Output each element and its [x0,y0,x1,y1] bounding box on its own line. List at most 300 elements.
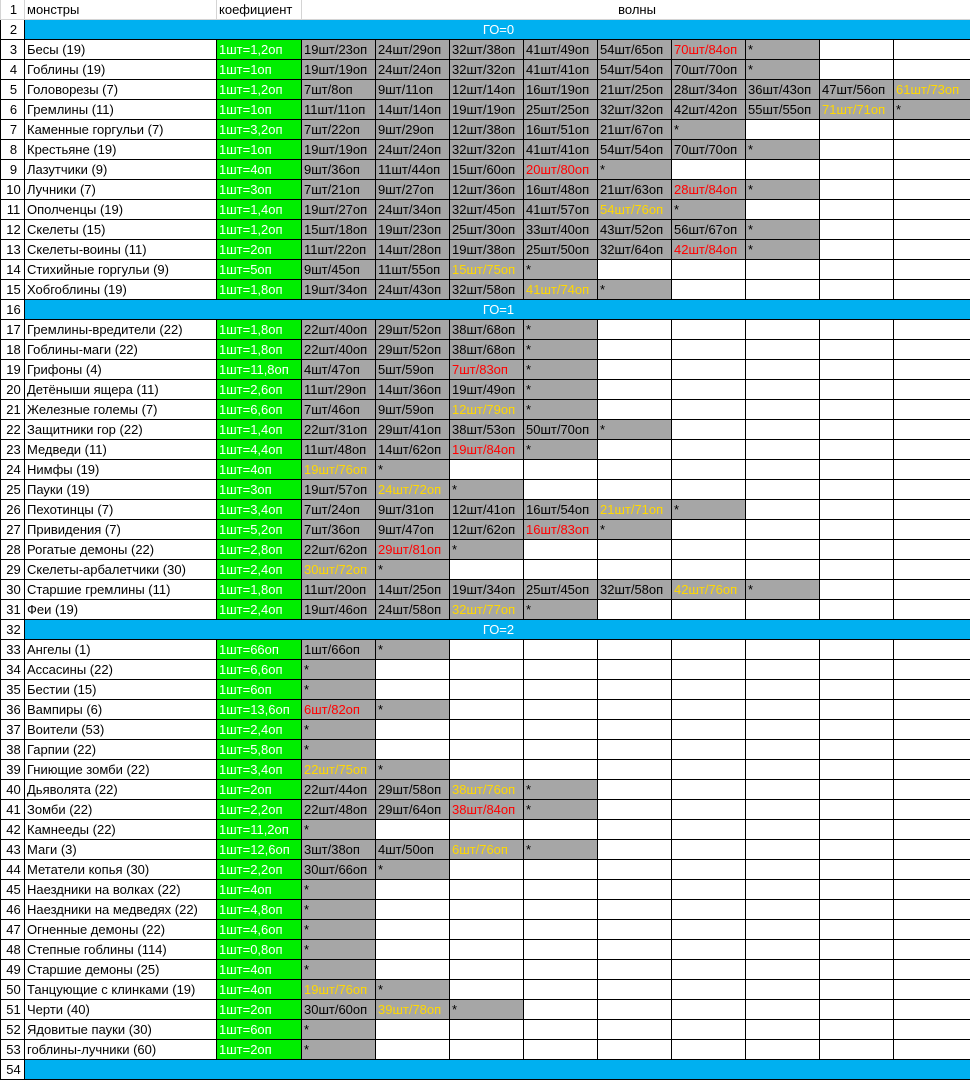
coefficient-cell[interactable]: 1шт=3оп [217,180,302,200]
empty-cell[interactable] [894,400,970,420]
wave-cell[interactable]: 11шт/29оп [302,380,376,400]
empty-cell[interactable] [598,1020,672,1040]
empty-cell[interactable] [894,540,970,560]
empty-cell[interactable] [820,560,894,580]
empty-cell[interactable] [894,120,970,140]
monster-name-cell[interactable]: Гремлины (11) [25,100,217,120]
empty-cell[interactable] [894,1000,970,1020]
wave-cell[interactable]: 70шт/70оп [672,140,746,160]
wave-cell[interactable]: 19шт/19оп [450,100,524,120]
row-number[interactable]: 34 [1,660,25,680]
wave-cell[interactable]: 9шт/29оп [376,120,450,140]
wave-cell[interactable]: 15шт/18оп [302,220,376,240]
empty-cell[interactable] [894,1040,970,1060]
empty-cell[interactable] [746,160,820,180]
coefficient-cell[interactable]: 1шт=6,6оп [217,660,302,680]
monster-name-cell[interactable]: Пехотинцы (7) [25,500,217,520]
wave-cell[interactable]: 19шт/46оп [302,600,376,620]
wave-cell[interactable]: 21шт/63оп [598,180,672,200]
wave-cell[interactable]: 28шт/84оп [672,180,746,200]
empty-cell[interactable] [894,200,970,220]
coefficient-cell[interactable]: 1шт=6оп [217,680,302,700]
row-number[interactable]: 16 [1,300,25,320]
wave-cell[interactable]: 21шт/71оп [598,500,672,520]
coefficient-cell[interactable]: 1шт=1оп [217,100,302,120]
empty-cell[interactable] [820,780,894,800]
empty-cell[interactable] [376,960,450,980]
wave-end-marker[interactable]: * [376,640,450,660]
wave-cell[interactable]: 21шт/67оп [598,120,672,140]
wave-cell[interactable]: 25шт/50оп [524,240,598,260]
wave-cell[interactable]: 14шт/62оп [376,440,450,460]
empty-cell[interactable] [524,1020,598,1040]
coefficient-cell[interactable]: 1шт=11,8оп [217,360,302,380]
empty-cell[interactable] [672,760,746,780]
empty-cell[interactable] [598,920,672,940]
monster-name-cell[interactable]: Зомби (22) [25,800,217,820]
wave-cell[interactable]: 24шт/72оп [376,480,450,500]
wave-cell[interactable]: 14шт/28оп [376,240,450,260]
wave-cell[interactable]: 22шт/75оп [302,760,376,780]
wave-end-marker[interactable]: * [746,140,820,160]
empty-cell[interactable] [524,900,598,920]
empty-cell[interactable] [672,840,746,860]
empty-cell[interactable] [450,680,524,700]
empty-cell[interactable] [894,480,970,500]
empty-cell[interactable] [820,1000,894,1020]
wave-cell[interactable]: 38шт/53оп [450,420,524,440]
monster-name-cell[interactable]: Гоблины-маги (22) [25,340,217,360]
coefficient-cell[interactable]: 1шт=2,4оп [217,720,302,740]
row-number[interactable]: 6 [1,100,25,120]
wave-cell[interactable]: 24шт/24оп [376,60,450,80]
wave-cell[interactable]: 22шт/31оп [302,420,376,440]
empty-cell[interactable] [746,560,820,580]
wave-cell[interactable]: 19шт/23оп [302,40,376,60]
wave-cell[interactable]: 6шт/76оп [450,840,524,860]
coefficient-cell[interactable]: 1шт=1,2оп [217,40,302,60]
empty-cell[interactable] [672,160,746,180]
empty-cell[interactable] [746,480,820,500]
wave-cell[interactable]: 9шт/59оп [376,400,450,420]
wave-cell[interactable]: 33шт/40оп [524,220,598,240]
row-number[interactable]: 20 [1,380,25,400]
empty-cell[interactable] [894,60,970,80]
row-number[interactable]: 48 [1,940,25,960]
wave-cell[interactable]: 42шт/76оп [672,580,746,600]
empty-cell[interactable] [598,940,672,960]
empty-cell[interactable] [450,880,524,900]
empty-cell[interactable] [820,760,894,780]
wave-end-marker[interactable]: * [302,660,376,680]
empty-cell[interactable] [746,760,820,780]
monster-name-cell[interactable]: Детёныши ящера (11) [25,380,217,400]
empty-cell[interactable] [524,940,598,960]
empty-cell[interactable] [746,260,820,280]
empty-cell[interactable] [894,320,970,340]
wave-cell[interactable]: 25шт/25оп [524,100,598,120]
wave-cell[interactable]: 30шт/66оп [302,860,376,880]
coefficient-cell[interactable]: 1шт=3,4оп [217,500,302,520]
monster-name-cell[interactable]: Камнееды (22) [25,820,217,840]
empty-cell[interactable] [376,900,450,920]
wave-end-marker[interactable]: * [524,360,598,380]
wave-cell[interactable]: 42шт/84оп [672,240,746,260]
wave-end-marker[interactable]: * [746,40,820,60]
empty-cell[interactable] [524,880,598,900]
wave-cell[interactable]: 32шт/58оп [450,280,524,300]
row-number[interactable]: 3 [1,40,25,60]
section-title[interactable] [25,1060,970,1080]
empty-cell[interactable] [820,920,894,940]
empty-cell[interactable] [450,700,524,720]
row-number[interactable]: 33 [1,640,25,660]
wave-cell[interactable]: 19шт/34оп [450,580,524,600]
coefficient-cell[interactable]: 1шт=3,2оп [217,120,302,140]
wave-cell[interactable]: 22шт/44оп [302,780,376,800]
empty-cell[interactable] [450,660,524,680]
wave-cell[interactable]: 9шт/47оп [376,520,450,540]
empty-cell[interactable] [820,600,894,620]
section-title[interactable]: ГО=1 [25,300,970,320]
wave-end-marker[interactable]: * [524,600,598,620]
empty-cell[interactable] [746,900,820,920]
row-number[interactable]: 26 [1,500,25,520]
empty-cell[interactable] [820,480,894,500]
row-number[interactable]: 21 [1,400,25,420]
coefficient-cell[interactable]: 1шт=66оп [217,640,302,660]
row-number[interactable]: 44 [1,860,25,880]
monster-name-cell[interactable]: Защитники гор (22) [25,420,217,440]
empty-cell[interactable] [746,980,820,1000]
monster-name-cell[interactable]: Лучники (7) [25,180,217,200]
empty-cell[interactable] [524,1000,598,1020]
wave-end-marker[interactable]: * [302,1040,376,1060]
empty-cell[interactable] [820,460,894,480]
empty-cell[interactable] [672,420,746,440]
empty-cell[interactable] [894,420,970,440]
coefficient-cell[interactable]: 1шт=13,6оп [217,700,302,720]
empty-cell[interactable] [894,240,970,260]
header-coefficient[interactable]: коефициент [217,0,302,20]
empty-cell[interactable] [524,740,598,760]
empty-cell[interactable] [450,1040,524,1060]
empty-cell[interactable] [598,820,672,840]
wave-end-marker[interactable]: * [302,1020,376,1040]
empty-cell[interactable] [746,600,820,620]
wave-cell[interactable]: 50шт/70оп [524,420,598,440]
empty-cell[interactable] [746,500,820,520]
row-number[interactable]: 19 [1,360,25,380]
empty-cell[interactable] [524,460,598,480]
empty-cell[interactable] [820,320,894,340]
empty-cell[interactable] [746,200,820,220]
empty-cell[interactable] [746,360,820,380]
empty-cell[interactable] [598,760,672,780]
empty-cell[interactable] [820,200,894,220]
empty-cell[interactable] [746,820,820,840]
wave-cell[interactable]: 16шт/54оп [524,500,598,520]
monster-name-cell[interactable]: Гарпии (22) [25,740,217,760]
empty-cell[interactable] [894,680,970,700]
empty-cell[interactable] [820,240,894,260]
wave-cell[interactable]: 7шт/22оп [302,120,376,140]
wave-cell[interactable]: 12шт/79оп [450,400,524,420]
empty-cell[interactable] [894,1020,970,1040]
coefficient-cell[interactable]: 1шт=1,8оп [217,580,302,600]
wave-end-marker[interactable]: * [524,440,598,460]
empty-cell[interactable] [820,820,894,840]
empty-cell[interactable] [672,460,746,480]
empty-cell[interactable] [894,900,970,920]
wave-cell[interactable]: 9шт/11оп [376,80,450,100]
monster-name-cell[interactable]: Наездники на волках (22) [25,880,217,900]
wave-cell[interactable]: 30шт/60оп [302,1000,376,1020]
empty-cell[interactable] [450,560,524,580]
empty-cell[interactable] [524,540,598,560]
coefficient-cell[interactable]: 1шт=4оп [217,960,302,980]
empty-cell[interactable] [450,980,524,1000]
empty-cell[interactable] [376,720,450,740]
empty-cell[interactable] [598,700,672,720]
empty-cell[interactable] [820,860,894,880]
wave-cell[interactable]: 30шт/72оп [302,560,376,580]
empty-cell[interactable] [894,820,970,840]
empty-cell[interactable] [672,380,746,400]
coefficient-cell[interactable]: 1шт=5,8оп [217,740,302,760]
wave-cell[interactable]: 32шт/38оп [450,40,524,60]
wave-end-marker[interactable]: * [524,380,598,400]
monster-name-cell[interactable]: Воители (53) [25,720,217,740]
wave-end-marker[interactable]: * [524,340,598,360]
empty-cell[interactable] [894,920,970,940]
wave-end-marker[interactable]: * [672,500,746,520]
empty-cell[interactable] [450,740,524,760]
monster-name-cell[interactable]: Маги (3) [25,840,217,860]
empty-cell[interactable] [820,700,894,720]
empty-cell[interactable] [894,220,970,240]
empty-cell[interactable] [746,120,820,140]
coefficient-cell[interactable]: 1шт=2,4оп [217,600,302,620]
empty-cell[interactable] [746,280,820,300]
coefficient-cell[interactable]: 1шт=11,2оп [217,820,302,840]
row-number[interactable]: 4 [1,60,25,80]
empty-cell[interactable] [672,320,746,340]
wave-end-marker[interactable]: * [302,900,376,920]
wave-cell[interactable]: 24шт/58оп [376,600,450,620]
row-number[interactable]: 24 [1,460,25,480]
empty-cell[interactable] [524,820,598,840]
monster-name-cell[interactable]: Черти (40) [25,1000,217,1020]
wave-end-marker[interactable]: * [672,200,746,220]
empty-cell[interactable] [672,260,746,280]
wave-end-marker[interactable]: * [524,260,598,280]
empty-cell[interactable] [450,900,524,920]
row-number[interactable]: 52 [1,1020,25,1040]
wave-cell[interactable]: 39шт/78оп [376,1000,450,1020]
empty-cell[interactable] [820,900,894,920]
wave-end-marker[interactable]: * [302,880,376,900]
empty-cell[interactable] [376,880,450,900]
empty-cell[interactable] [820,960,894,980]
empty-cell[interactable] [746,720,820,740]
row-number[interactable]: 7 [1,120,25,140]
wave-cell[interactable]: 19шт/57оп [302,480,376,500]
empty-cell[interactable] [598,380,672,400]
row-number[interactable]: 46 [1,900,25,920]
empty-cell[interactable] [894,460,970,480]
empty-cell[interactable] [820,440,894,460]
wave-cell[interactable]: 22шт/40оп [302,320,376,340]
empty-cell[interactable] [820,160,894,180]
empty-cell[interactable] [672,860,746,880]
empty-cell[interactable] [746,700,820,720]
empty-cell[interactable] [894,560,970,580]
wave-cell[interactable]: 41шт/49оп [524,40,598,60]
wave-cell[interactable]: 7шт/36оп [302,520,376,540]
empty-cell[interactable] [598,900,672,920]
wave-end-marker[interactable]: * [376,460,450,480]
wave-cell[interactable]: 9шт/31оп [376,500,450,520]
empty-cell[interactable] [746,640,820,660]
empty-cell[interactable] [894,700,970,720]
monster-name-cell[interactable]: Скелеты (15) [25,220,217,240]
wave-cell[interactable]: 38шт/68оп [450,320,524,340]
row-number[interactable]: 29 [1,560,25,580]
coefficient-cell[interactable]: 1шт=4,6оп [217,920,302,940]
row-number[interactable]: 53 [1,1040,25,1060]
empty-cell[interactable] [376,1040,450,1060]
wave-cell[interactable]: 19шт/38оп [450,240,524,260]
coefficient-cell[interactable]: 1шт=2,6оп [217,380,302,400]
wave-cell[interactable]: 7шт/24оп [302,500,376,520]
empty-cell[interactable] [820,840,894,860]
wave-cell[interactable]: 56шт/67оп [672,220,746,240]
empty-cell[interactable] [746,540,820,560]
monster-name-cell[interactable]: Старшие гремлины (11) [25,580,217,600]
wave-end-marker[interactable]: * [524,320,598,340]
empty-cell[interactable] [746,380,820,400]
wave-cell[interactable]: 11шт/20оп [302,580,376,600]
monster-name-cell[interactable]: Ангелы (1) [25,640,217,660]
empty-cell[interactable] [820,280,894,300]
wave-cell[interactable]: 29шт/64оп [376,800,450,820]
row-number[interactable]: 35 [1,680,25,700]
monster-name-cell[interactable]: Хобгоблины (19) [25,280,217,300]
empty-cell[interactable] [820,980,894,1000]
coefficient-cell[interactable]: 1шт=6,6оп [217,400,302,420]
wave-cell[interactable]: 28шт/34оп [672,80,746,100]
empty-cell[interactable] [524,700,598,720]
empty-cell[interactable] [672,800,746,820]
wave-cell[interactable]: 43шт/52оп [598,220,672,240]
empty-cell[interactable] [894,180,970,200]
wave-cell[interactable]: 4шт/50оп [376,840,450,860]
empty-cell[interactable] [820,680,894,700]
wave-cell[interactable]: 15шт/75оп [450,260,524,280]
wave-end-marker[interactable]: * [746,60,820,80]
wave-end-marker[interactable]: * [450,1000,524,1020]
empty-cell[interactable] [672,780,746,800]
row-number[interactable]: 8 [1,140,25,160]
wave-cell[interactable]: 29шт/58оп [376,780,450,800]
wave-end-marker[interactable]: * [524,780,598,800]
row-number[interactable]: 50 [1,980,25,1000]
row-number[interactable]: 13 [1,240,25,260]
empty-cell[interactable] [376,660,450,680]
coefficient-cell[interactable]: 1шт=2,2оп [217,800,302,820]
wave-cell[interactable]: 36шт/43оп [746,80,820,100]
wave-end-marker[interactable]: * [302,680,376,700]
wave-cell[interactable]: 41шт/74оп [524,280,598,300]
empty-cell[interactable] [894,280,970,300]
coefficient-cell[interactable]: 1шт=1,8оп [217,320,302,340]
wave-cell[interactable]: 12шт/14оп [450,80,524,100]
empty-cell[interactable] [524,960,598,980]
wave-cell[interactable]: 32шт/32оп [598,100,672,120]
empty-cell[interactable] [820,40,894,60]
wave-cell[interactable]: 70шт/70оп [672,60,746,80]
wave-cell[interactable]: 19шт/23оп [376,220,450,240]
coefficient-cell[interactable]: 1шт=4оп [217,460,302,480]
wave-cell[interactable]: 70шт/84оп [672,40,746,60]
coefficient-cell[interactable]: 1шт=6оп [217,1020,302,1040]
wave-cell[interactable]: 19шт/76оп [302,980,376,1000]
section-title[interactable]: ГО=0 [25,20,970,40]
wave-end-marker[interactable]: * [598,280,672,300]
row-number[interactable]: 14 [1,260,25,280]
wave-cell[interactable]: 24шт/43оп [376,280,450,300]
empty-cell[interactable] [820,340,894,360]
wave-cell[interactable]: 25шт/45оп [524,580,598,600]
empty-cell[interactable] [820,580,894,600]
header-waves[interactable]: волны [302,0,970,20]
empty-cell[interactable] [672,1040,746,1060]
monster-name-cell[interactable]: Вампиры (6) [25,700,217,720]
row-number[interactable]: 15 [1,280,25,300]
coefficient-cell[interactable]: 1шт=2оп [217,240,302,260]
empty-cell[interactable] [672,480,746,500]
row-number[interactable]: 36 [1,700,25,720]
empty-cell[interactable] [820,800,894,820]
empty-cell[interactable] [746,420,820,440]
empty-cell[interactable] [672,660,746,680]
row-number[interactable]: 47 [1,920,25,940]
wave-cell[interactable]: 14шт/25оп [376,580,450,600]
wave-cell[interactable]: 3шт/38оп [302,840,376,860]
wave-cell[interactable]: 20шт/80оп [524,160,598,180]
empty-cell[interactable] [598,840,672,860]
empty-cell[interactable] [598,860,672,880]
empty-cell[interactable] [524,720,598,740]
row-number[interactable]: 22 [1,420,25,440]
monster-name-cell[interactable]: Гоблины (19) [25,60,217,80]
empty-cell[interactable] [746,440,820,460]
wave-cell[interactable]: 5шт/59оп [376,360,450,380]
monster-name-cell[interactable]: Ядовитые пауки (30) [25,1020,217,1040]
empty-cell[interactable] [746,780,820,800]
coefficient-cell[interactable]: 1шт=0,8оп [217,940,302,960]
wave-cell[interactable]: 32шт/32оп [450,140,524,160]
wave-cell[interactable]: 11шт/44оп [376,160,450,180]
empty-cell[interactable] [450,760,524,780]
empty-cell[interactable] [672,740,746,760]
coefficient-cell[interactable]: 1шт=2оп [217,780,302,800]
monster-name-cell[interactable]: Скелеты-арбалетчики (30) [25,560,217,580]
empty-cell[interactable] [746,460,820,480]
wave-cell[interactable]: 7шт/8оп [302,80,376,100]
wave-end-marker[interactable]: * [746,580,820,600]
